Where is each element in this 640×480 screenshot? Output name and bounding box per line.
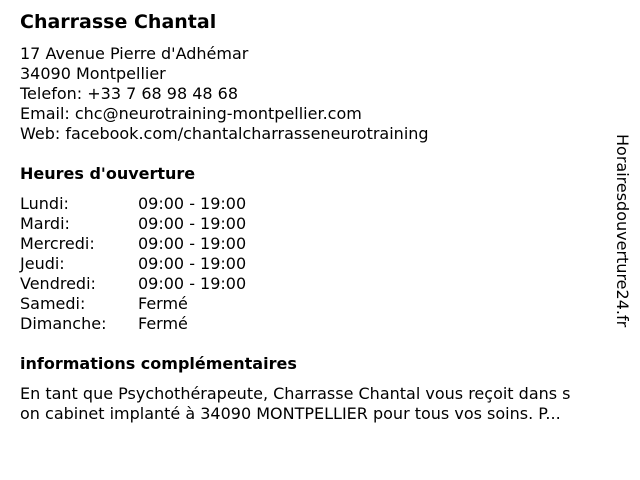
hours-day: Dimanche: — [20, 314, 107, 333]
info-line-2: on cabinet implanté à 34090 MONTPELLIER pour tous vos soins. P... — [20, 404, 561, 423]
site-watermark — [612, 134, 632, 370]
hours-day: Lundi: — [20, 194, 69, 213]
info-line-1: En tant que Psychothérapeute, Charrasse Chantal vous reçoit dans s — [20, 384, 571, 403]
opening-hours-table — [20, 194, 246, 334]
hours-time: 09:00 - 19:00 — [138, 254, 247, 273]
contact-block — [20, 44, 429, 144]
hours-time: 09:00 - 19:00 — [138, 274, 247, 293]
hours-time: 09:00 - 19:00 — [138, 194, 247, 213]
web-line: Web: facebook.com/chantalcharrasseneurotraining — [20, 124, 429, 143]
hours-day: Jeudi: — [20, 254, 65, 273]
hours-row-wednesday — [20, 234, 246, 254]
phone-line: Telefon: +33 7 68 98 48 68 — [20, 84, 239, 103]
opening-hours-heading: Heures d'ouverture — [20, 164, 196, 183]
hours-day: Mardi: — [20, 214, 70, 233]
hours-time: Fermé — [138, 314, 188, 333]
hours-row-tuesday — [20, 214, 246, 234]
hours-row-friday — [20, 274, 246, 294]
email-line: Email: chc@neurotraining-montpellier.com — [20, 104, 362, 123]
site-watermark-text: Horairesdouverture24.fr — [613, 134, 632, 328]
hours-row-sunday — [20, 314, 246, 334]
hours-time: 09:00 - 19:00 — [138, 214, 247, 233]
hours-row-saturday — [20, 294, 246, 314]
hours-time: Fermé — [138, 294, 188, 313]
additional-info-heading: informations complémentaires — [20, 354, 297, 373]
hours-day: Samedi: — [20, 294, 86, 313]
address-line-2: 34090 Montpellier — [20, 64, 166, 83]
hours-day: Vendredi: — [20, 274, 96, 293]
hours-row-thursday — [20, 254, 246, 274]
address-line-1: 17 Avenue Pierre d'Adhémar — [20, 44, 249, 63]
hours-row-monday — [20, 194, 246, 214]
hours-time: 09:00 - 19:00 — [138, 234, 247, 253]
additional-info-text — [20, 384, 620, 424]
hours-day: Mercredi: — [20, 234, 95, 253]
business-name: Charrasse Chantal — [20, 11, 217, 33]
